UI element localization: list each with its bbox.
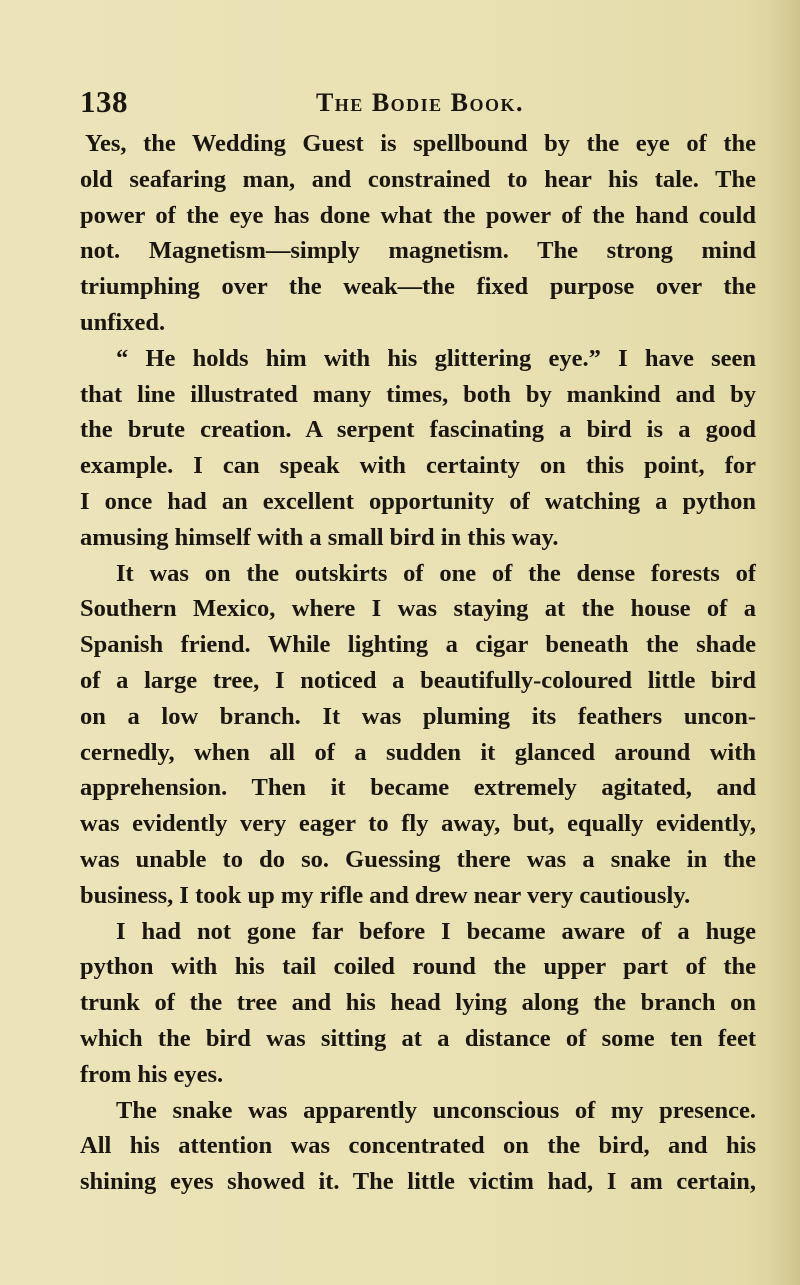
text-line: amusing himself with a small bird in this way. <box>80 523 559 551</box>
text-line: not. Magnetism—simply magnetism. The strong mind <box>80 237 756 265</box>
text-line: power of the eye has done what the power of the hand could <box>80 201 756 229</box>
text-line: triumphing over the weak—the fixed purpose over the <box>80 273 756 301</box>
text-line: business, I took up my rifle and drew near very cautiously. <box>80 881 691 909</box>
text-line: cernedly, when all of a sudden it glanced around with <box>80 738 756 766</box>
text-line: unfixed. <box>80 308 166 336</box>
text-line: Southern Mexico, where I was staying at the house of a <box>80 595 756 623</box>
text-line: example. I can speak with certainty on this point, for <box>80 452 756 480</box>
text-line: All his attention was concentrated on the bird, and his <box>80 1132 756 1160</box>
text-line: Yes, the Wedding Guest is spellbound by the eye of the <box>85 130 756 157</box>
text-line: I had not gone far before I became aware of a huge <box>116 917 756 945</box>
text-line: from his eyes. <box>80 1060 224 1088</box>
page-edge-shadow <box>770 0 800 1285</box>
text-line: old seafaring man, and constrained to hear his tale. The <box>80 165 756 193</box>
text-line: on a low branch. It was pluming its feathers uncon- <box>80 702 756 730</box>
text-line: “ He holds him with his glittering eye.” I have seen <box>116 344 756 372</box>
text-line: trunk of the tree and his head lying along the branch on <box>80 989 756 1017</box>
text-line: which the bird was sitting at a distance of some ten feet <box>80 1024 756 1052</box>
text-line: I once had an excellent opportunity of watching a python <box>80 487 756 515</box>
text-line: apprehension. Then it became extremely agitated, and <box>80 774 756 802</box>
text-line: that line illustrated many times, both by mankind and by <box>80 380 756 408</box>
running-head: The Bodie Book. <box>315 88 525 117</box>
body-text <box>80 126 756 1200</box>
text-line: python with his tail coiled round the upper part of the <box>80 953 756 981</box>
text-line: It was on the outskirts of one of the dense forests of <box>116 559 756 587</box>
text-line: was unable to do so. Guessing there was a snake in the <box>80 845 756 873</box>
page-header <box>80 84 760 124</box>
text-line: was evidently very eager to fly away, but, equally evidently, <box>80 810 756 838</box>
text-line: of a large tree, I noticed a beautifully-coloured little bird <box>80 666 756 694</box>
text-line: shining eyes showed it. The little victim had, I am certain, <box>80 1168 756 1196</box>
text-line: The snake was apparently unconscious of my presence. <box>116 1096 756 1124</box>
text-line: the brute creation. A serpent fascinating a bird is a good <box>80 416 756 444</box>
page-number: 138 <box>80 84 128 119</box>
text-line: Spanish friend. While lighting a cigar beneath the shade <box>80 631 756 659</box>
